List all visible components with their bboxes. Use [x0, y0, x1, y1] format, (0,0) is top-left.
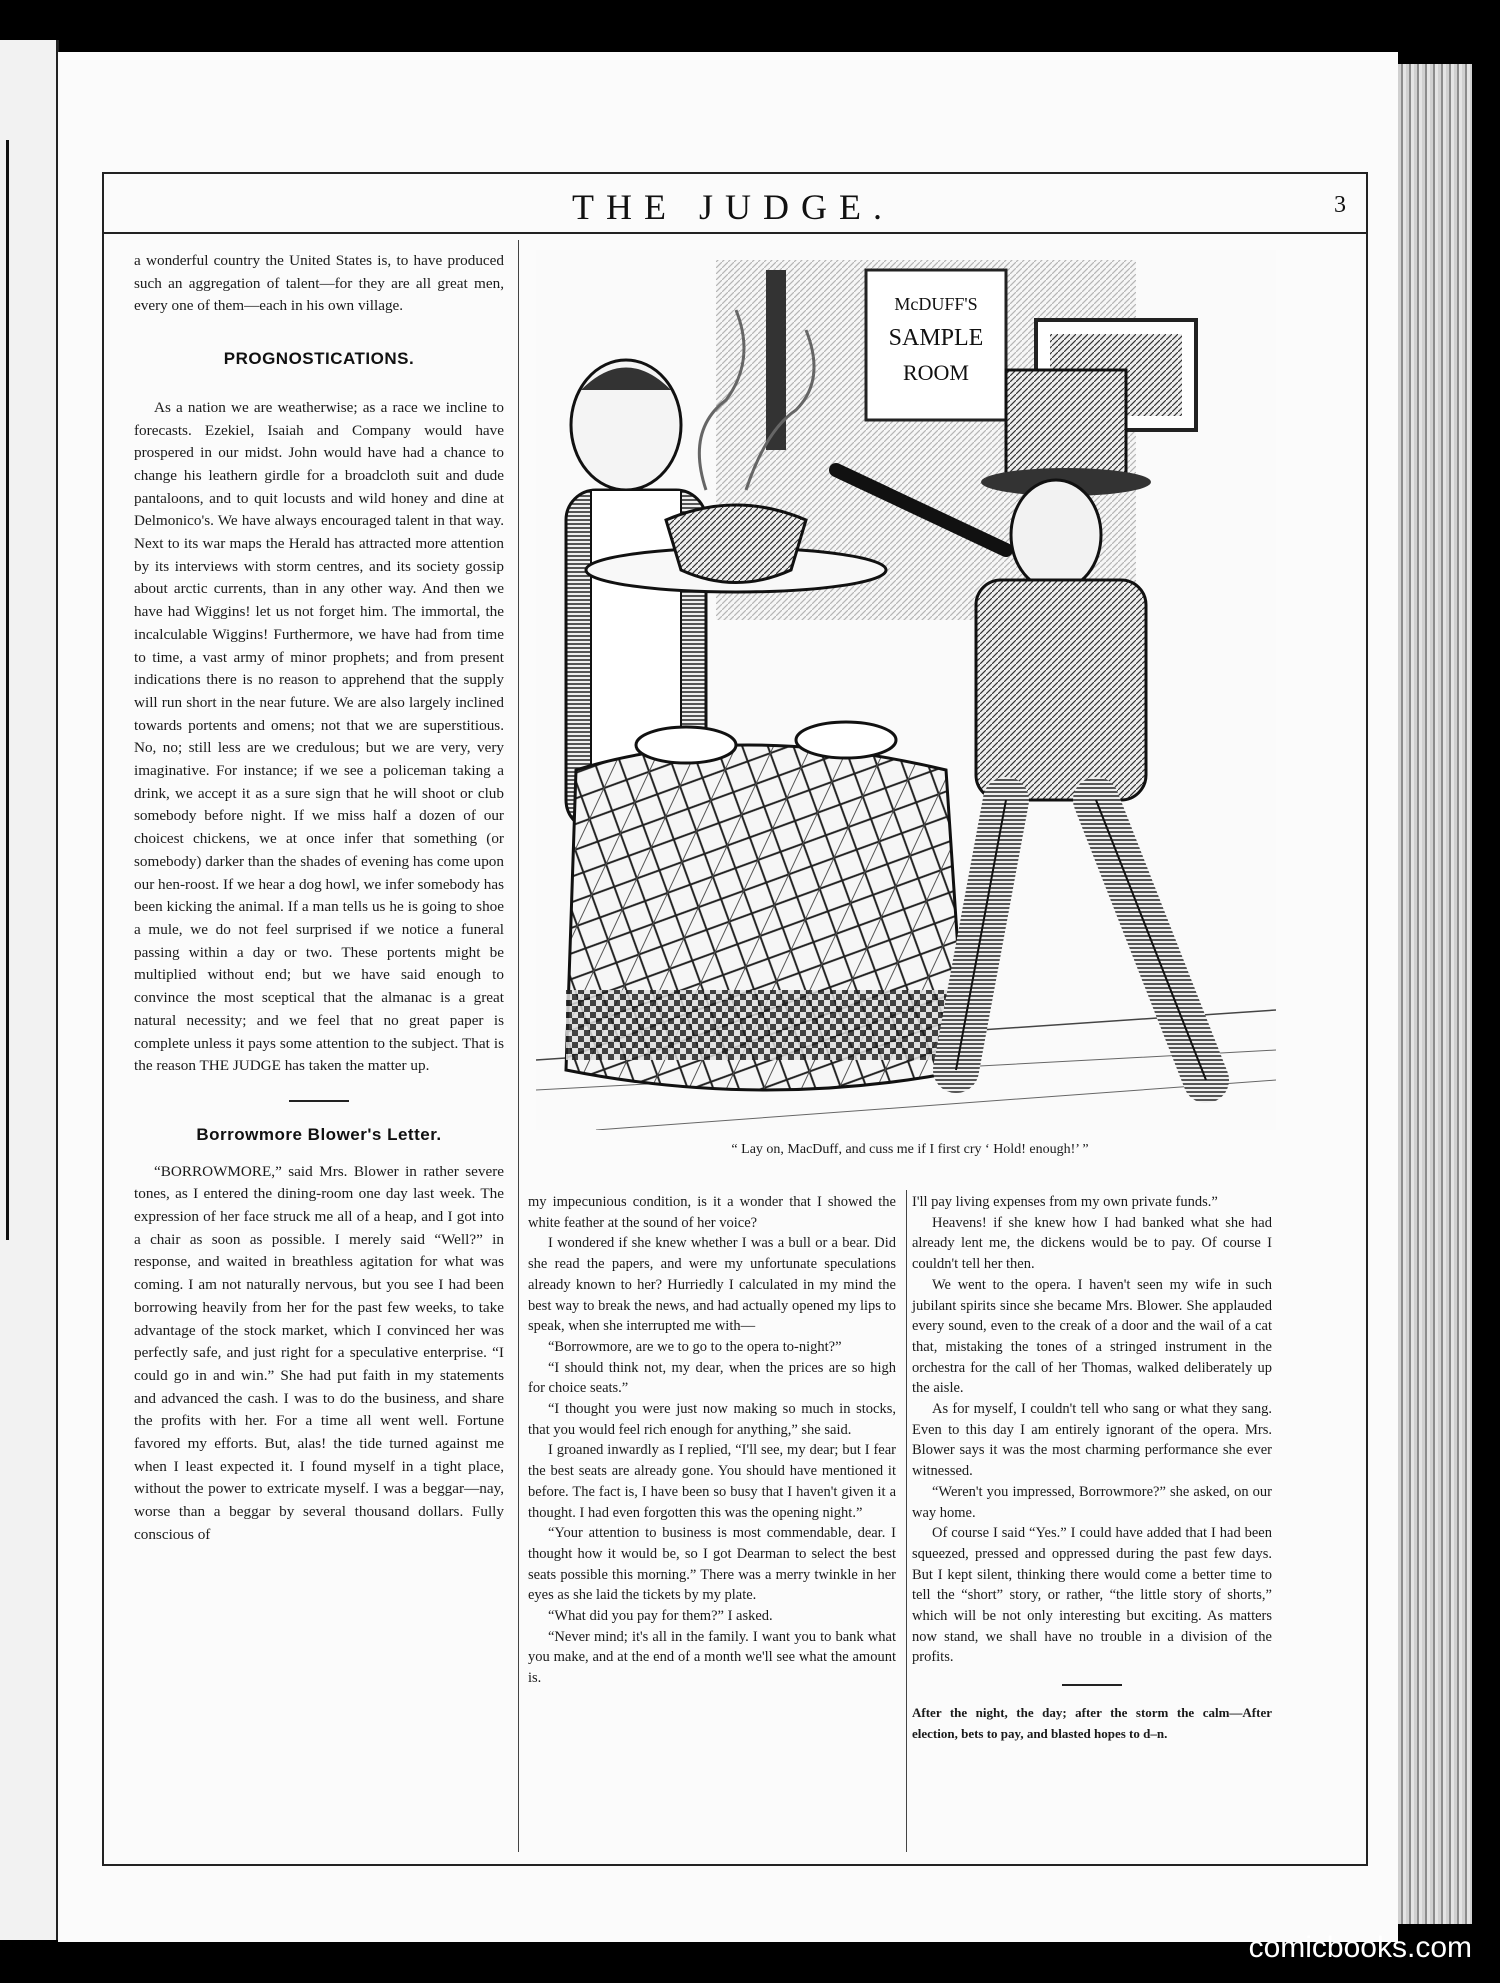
- svg-text:ROOM: ROOM: [902, 360, 970, 385]
- tail-note: After the night, the day; after the storm the calm—After election, bets to pay, and blasted hopes to d–n.: [912, 1705, 1272, 1742]
- column-rule-middle: [906, 1190, 907, 1852]
- letter-title: Borrowmore Blower's Letter.: [196, 1124, 442, 1144]
- page-stack-edge: [1398, 64, 1472, 1924]
- letter-text: “BORROWMORE,” said Mrs. Blower in rather severe tones, as I entered the dining-room one day last week. The expression of her face struck me all of a heap, and I got into a chair as soon as possible. I merely said “Well?” in response, and waited in breathless agitation for what was coming. I am not naturally nervous, but you see I had been borrowing heavily from her for the past few weeks, to take advantage of the stock market, which I convinced her was perfectly safe, and just right for a speculative enterprise. “I could go in and win.” She had put faith in my statements and advanced the cash. I was to do the business, and share the profits with her. For a time all went well. Fortune favored my efforts. But, alas! the tide turned against me when I least expected it. I found myself in a tight place, without the power to extricate myself. I was a beggar—nay, worse than a beggar by several thousand dollars. Fully conscious of: [134, 1162, 504, 1543]
- middle-paragraph-2: I wondered if she knew whether I was a bull or a bear. Did she read the papers, and were my unfortunate speculations already known to her? Hurriedly I calculated in my mind the best way to break the news, and had actually opened my lips to speak, when she interrupted me with—: [528, 1235, 896, 1335]
- left-page-binding-line: [6, 140, 9, 1240]
- left-page-edge: [0, 40, 59, 1940]
- right-paragraph-2: Heavens! if she knew how I had banked what she had already lent me, the dickens would be to pay. Of course I couldn't tell her then.: [912, 1214, 1272, 1273]
- middle-paragraph-7: “Your attention to business is most commendable, dear. I thought how it would be, so I got Dearman to select the best seats possible this morning.” There was a merry twinkle in her eyes as she laid the tickets by my plate.: [528, 1525, 896, 1604]
- intro-paragraph: a wonderful country the United States is, to have produced such an aggregation of talent—for they are all great men, every one of them—each in his own village.: [134, 252, 504, 315]
- sign-line: McDUFF'S: [894, 294, 978, 314]
- middle-paragraph-6: I groaned inwardly as I replied, “I'll see, my dear; but I fear the best seats are already gone. You should have mentioned it before. The fact is, I have been so busy that I haven't given it a thought. I had even forgotten this was the opening night.”: [528, 1442, 896, 1521]
- top-hat: [1006, 370, 1126, 480]
- sample-room-sign: [866, 270, 1006, 420]
- tail-divider: [1062, 1684, 1122, 1686]
- journal-title: THE JUDGE.: [572, 187, 894, 227]
- right-paragraph-4: As for myself, I couldn't tell who sang or what they sang. Even to this day I am entirely ignorant of the opera. Mrs. Blower says it was the most charming performance she ever witnessed.: [912, 1401, 1272, 1480]
- right-paragraph-5: “Weren't you impressed, Borrowmore?” she asked, on our way home.: [912, 1483, 1272, 1521]
- round-table: [566, 722, 966, 1090]
- middle-paragraph-5: “I thought you were just now making so much in stocks, that you would feel rich enough for anything,” she said.: [528, 1401, 896, 1438]
- right-paragraph-3: We went to the opera. I haven't seen my wife in such jubilant spirits since she became Mrs. Blower. She applauded every sound, even to the creak of a door and the wail of a cat that, mistaking the tones of a stringed instrument in the orchestra for the call of her Thomas, walked deliberately up the aisle.: [912, 1276, 1272, 1397]
- header-rule: [102, 232, 1366, 234]
- right-paragraph-6: Of course I said “Yes.” I could have added that I had been squeezed, pressed and oppressed during the past few days. But I kept silent, thinking there would come a better time to tell the “short” story, or rather, “the little story of shorts,” which will be not only interesting but exciting. As matters now stand, we shall have no trouble in a division of the profits.: [912, 1525, 1272, 1666]
- column-rule-left: [518, 240, 519, 1852]
- right-column: [912, 1192, 1272, 1744]
- middle-paragraph-3: “Borrowmore, are we to go to the opera to-night?”: [548, 1338, 842, 1355]
- middle-paragraph-8: “What did you pay for them?” I asked.: [548, 1608, 773, 1625]
- page-header: [102, 180, 1364, 230]
- prognostications-text: As a nation we are weatherwise; as a race we incline to forecasts. Ezekiel, Isaiah and Company would have prospered in our midst. John would have had a chance to change his leathern girdle for a broadcloth suit and dude pantaloons, and to quit locusts and wild honey and dine at Delmonico's. We have always encouraged talent in that way. Next to its war maps the Herald has attracted more attention by its interviews with storm centres, and its society gossip about arctic currents, than in any other way. And then we have had Wiggins! let us not forget him. The immortal, the incalculable Wiggins! Furthermore, we have had from time to time, a vast army of minor prophets; and from present indications there is no reason to apprehend that the supply will run short in the near future. We are also largely inclined towards portents and omens; not that we are superstitious. No, no; still less are we credulous; but we are very, very imaginative. For instance; if we see a policeman taking a drink, we accept it as a sure sign that he will shoot or club somebody before night. If we miss half a dozen of our choicest chickens, we at once infer that something (or somebody) darker than the shades of evening has come upon our hen-roost. If we hear a dog howl, we infer somebody has been kicking the animal. If a man tells us he is going to shoe a mule, we do not feel surprised if we notice a funeral passing within a day or two. These portents might be multiplied without end; but we have said enough to convince the most sceptical that the almanac is a great natural necessity; and we feel that no great paper is complete unless it pays some attention to the subject. That is the reason THE JUDGE has taken the matter up.: [134, 398, 504, 1075]
- svg-text:SAMPLE: SAMPLE: [888, 325, 984, 351]
- right-paragraph-1: I'll pay living expenses from my own private funds.”: [912, 1194, 1218, 1210]
- prognostications-title: PROGNOSTICATIONS.: [223, 349, 415, 369]
- middle-paragraph-1: my impecunious condition, is it a wonder that I showed the white feather at the sound of her voice?: [528, 1194, 896, 1231]
- illustration-caption: “ Lay on, MacDuff, and cuss me if I first cry ‘ Hold! enough!’ ”: [731, 1142, 1089, 1157]
- cartoon-illustration: [536, 250, 1276, 1130]
- middle-paragraph-4: “I should think not, my dear, when the prices are so high for choice seats.”: [528, 1359, 896, 1397]
- middle-column: [528, 1192, 896, 1689]
- watermark: comicbooks.com: [1248, 1931, 1472, 1964]
- page-number: 3: [1334, 192, 1346, 218]
- section-divider: [289, 1100, 349, 1102]
- left-column: [134, 250, 504, 1547]
- middle-paragraph-9: “Never mind; it's all in the family. I want you to bank what you make, and at the end of a month we'll see what the amount is.: [528, 1628, 896, 1687]
